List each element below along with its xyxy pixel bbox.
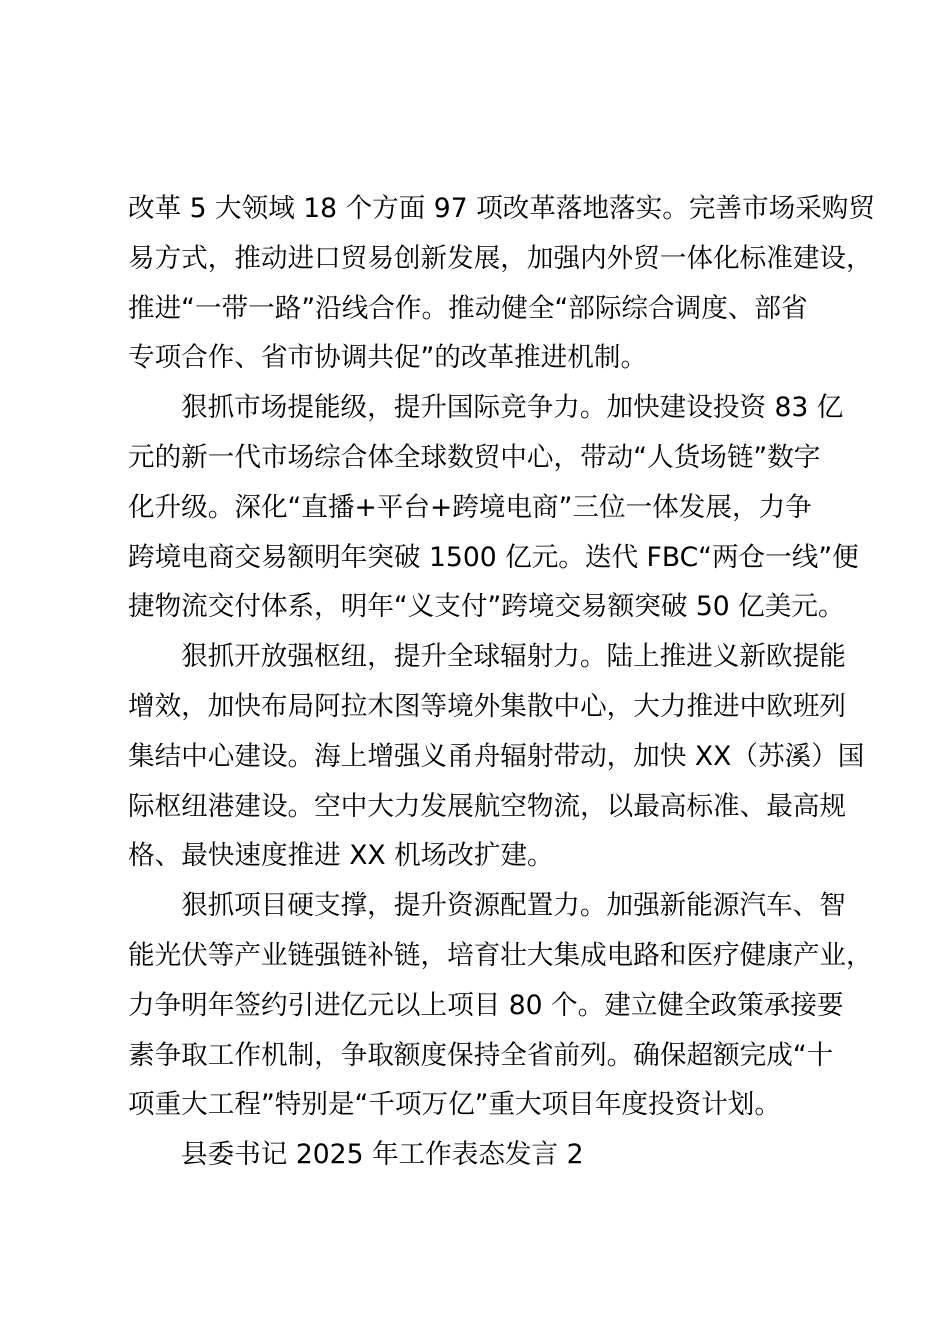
document-page [128,184,875,1180]
text-line: 格、最快速度推进 XX 机场改扩建。 [128,840,554,872]
section-heading [128,1130,858,1180]
text-line: 元的新一代市场综合体全球数贸中心，带动“人货场链”数字 [128,441,821,473]
text-line: 力争明年签约引进亿元以上项目 80 个。建立健全政策承接要 [128,989,844,1021]
text-line: 县委书记 2025 年工作表态发言 2 [181,1139,584,1171]
paragraph-reform [128,184,875,383]
text-line: 增效，加快布局阿拉木图等境外集散中心，大力推进中欧班列 [128,690,847,722]
text-line: 易方式，推动进口贸易创新发展，加强内外贸一体化标准建设， [128,242,873,274]
text-line: 狠抓开放强枢纽，提升全球辐射力。陆上推进义新欧提能 [181,641,846,673]
text-line: 项重大工程”特别是“千项万亿”重大项目年度投资计划。 [128,1089,781,1121]
text-line: 跨境电商交易额明年突破 1500 亿元。迭代 FBC“两仓一线”便 [128,541,859,573]
text-line: 化升级。深化“直播+平台+跨境电商”三位一体发展，力争 [128,491,812,523]
text-line: 狠抓市场提能级，提升国际竞争力。加快建设投资 83 亿 [181,392,844,424]
paragraph-projects [128,881,873,1130]
text-line: 捷物流交付体系，明年“义支付”跨境交易额突破 50 亿美元。 [128,591,845,623]
text-line: 狠抓项目硬支撑，提升资源配置力。加强新能源汽车、智 [181,890,846,922]
paragraph-hub [128,632,865,881]
paragraph-market [128,383,858,632]
text-line: 专项合作、省市协调共促”的改革推进机制。 [128,342,648,374]
text-line: 际枢纽港建设。空中大力发展航空物流，以最高标准、最高规 [128,790,847,822]
text-line: 能光伏等产业链强链补链，培育壮大集成电路和医疗健康产业， [128,939,873,971]
text-line: 改革 5 大领域 18 个方面 97 项改革落地落实。完善市场采购贸 [128,193,875,224]
text-line: 素争取工作机制，争取额度保持全省前列。确保超额完成“十 [128,1039,834,1071]
text-line: 推进“一带一路”沿线合作。推动健全“部际综合调度、部省 [128,292,808,324]
text-line: 集结中心建设。海上增强义甬舟辐射带动，加快 XX（苏溪）国 [128,740,865,772]
